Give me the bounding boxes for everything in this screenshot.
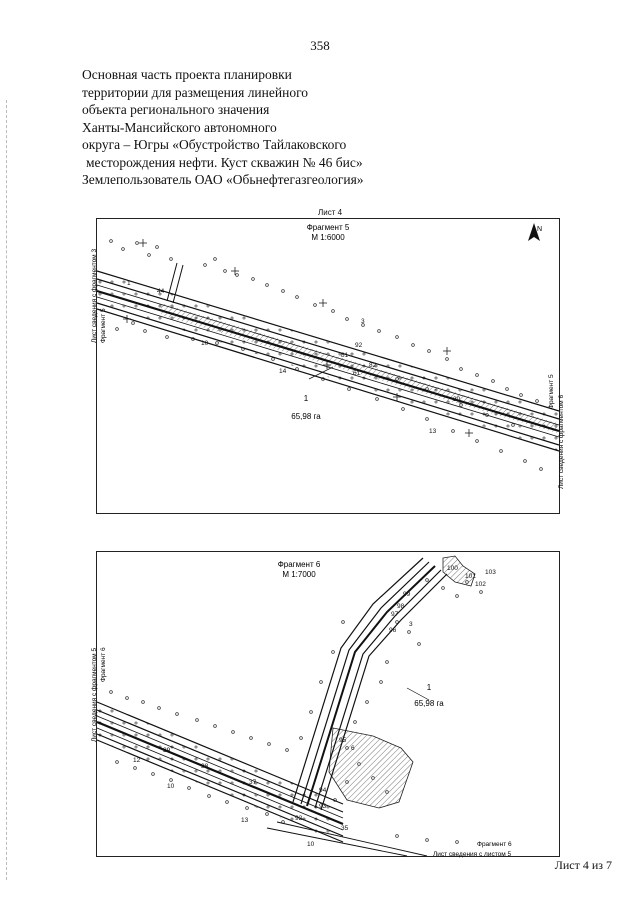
left-outer-note: Лист сведения с фрагментом 5 [91, 647, 98, 742]
heading-line: территории для размещения линейного [82, 84, 309, 100]
parcel-number: 1 [426, 683, 432, 692]
heading-line: Основная часть проекта планировки [82, 67, 292, 82]
binding-edge [6, 100, 10, 880]
heading-line: Землепользователь ОАО «Обьнефтегазгеология» [82, 172, 364, 187]
heading-line: объекта регионального значения [82, 102, 270, 117]
point-label: 35 [341, 825, 349, 832]
bottom-fragment-label: Фрагмент 6 [477, 841, 512, 848]
point-label: 100 [447, 565, 458, 572]
right-inner-note: Фрагмент 5 [548, 374, 555, 409]
left-outer-note: Лист сведения с фрагментом 3 [91, 248, 98, 343]
building-area [329, 556, 475, 808]
point-label: 1 [127, 280, 131, 287]
point-label: 103 [485, 569, 496, 576]
point-label: 93 [319, 803, 327, 810]
point-label: 10 [307, 841, 315, 848]
point-label: 98 [397, 603, 405, 610]
point-label: 61 [353, 370, 361, 377]
bottom-sheet-note: Лист сведения с листом 5 [433, 851, 512, 858]
point-label: 3 [409, 621, 413, 628]
fragment-5-title: Фрагмент 5 [306, 223, 350, 232]
fragment-6-map [91, 551, 560, 858]
heading-line: округа – Югры «Обустройство Тайлаковского [82, 137, 347, 152]
point-label: 97 [391, 611, 399, 618]
point-label: 39 [163, 747, 171, 754]
point-label: 12 [133, 757, 141, 764]
point-label: 96 [389, 627, 397, 634]
point-label: 37 [249, 779, 257, 786]
point-label: 10 [167, 783, 175, 790]
point-label: 3 [361, 318, 365, 325]
corridor [97, 263, 559, 451]
point-label: 30 [453, 396, 461, 403]
left-inner-note: Фрагмент 5 [100, 308, 107, 343]
point-label: 6 [351, 745, 355, 752]
fragment-5-map [91, 218, 565, 514]
point-label: 92 [355, 342, 363, 349]
left-inner-note: Фрагмент 6 [100, 647, 107, 682]
point-label: 99 [403, 591, 411, 598]
fragment-5-drawing [91, 219, 565, 513]
right-outer-note: Лист сведения с фрагментом 6 [558, 394, 565, 489]
point-label: 102 [475, 581, 486, 588]
page-number: 358 [310, 38, 330, 53]
fragment-6-drawing [91, 552, 559, 858]
north-label: N [537, 226, 543, 233]
sheet-counter: Лист 4 из 7 [554, 858, 612, 872]
heading-line: месторождения нефти. Куст скважин № 46 бис» [86, 154, 363, 170]
parcel-area: 65,98 га [414, 699, 444, 708]
point-label: 44 [157, 288, 165, 295]
point-label: 92 [295, 815, 303, 822]
parcel-area: 65,98 га [291, 412, 321, 421]
fragment-6-scale: М 1:7000 [282, 570, 316, 579]
point-label: 38 [201, 763, 209, 770]
document-heading [82, 66, 552, 189]
point-label: 14 [279, 368, 287, 375]
parcel-number: 1 [303, 394, 309, 403]
point-label: 81 [341, 352, 349, 359]
point-label: 13 [241, 817, 249, 824]
point-label: 101 [465, 573, 476, 580]
point-label: 94 [319, 787, 327, 794]
point-label: 82 [369, 362, 377, 369]
fragment-5-scale: М 1:6000 [311, 233, 345, 242]
north-arrow-icon [528, 223, 542, 241]
point-label: 10 [201, 340, 209, 347]
sheet-label: Лист 4 [317, 208, 343, 217]
point-label: 13 [429, 428, 437, 435]
point-label: 95 [339, 737, 347, 744]
fragment-6-title: Фрагмент 6 [277, 560, 321, 569]
heading-line: Ханты-Мансийского автономного [82, 119, 277, 135]
